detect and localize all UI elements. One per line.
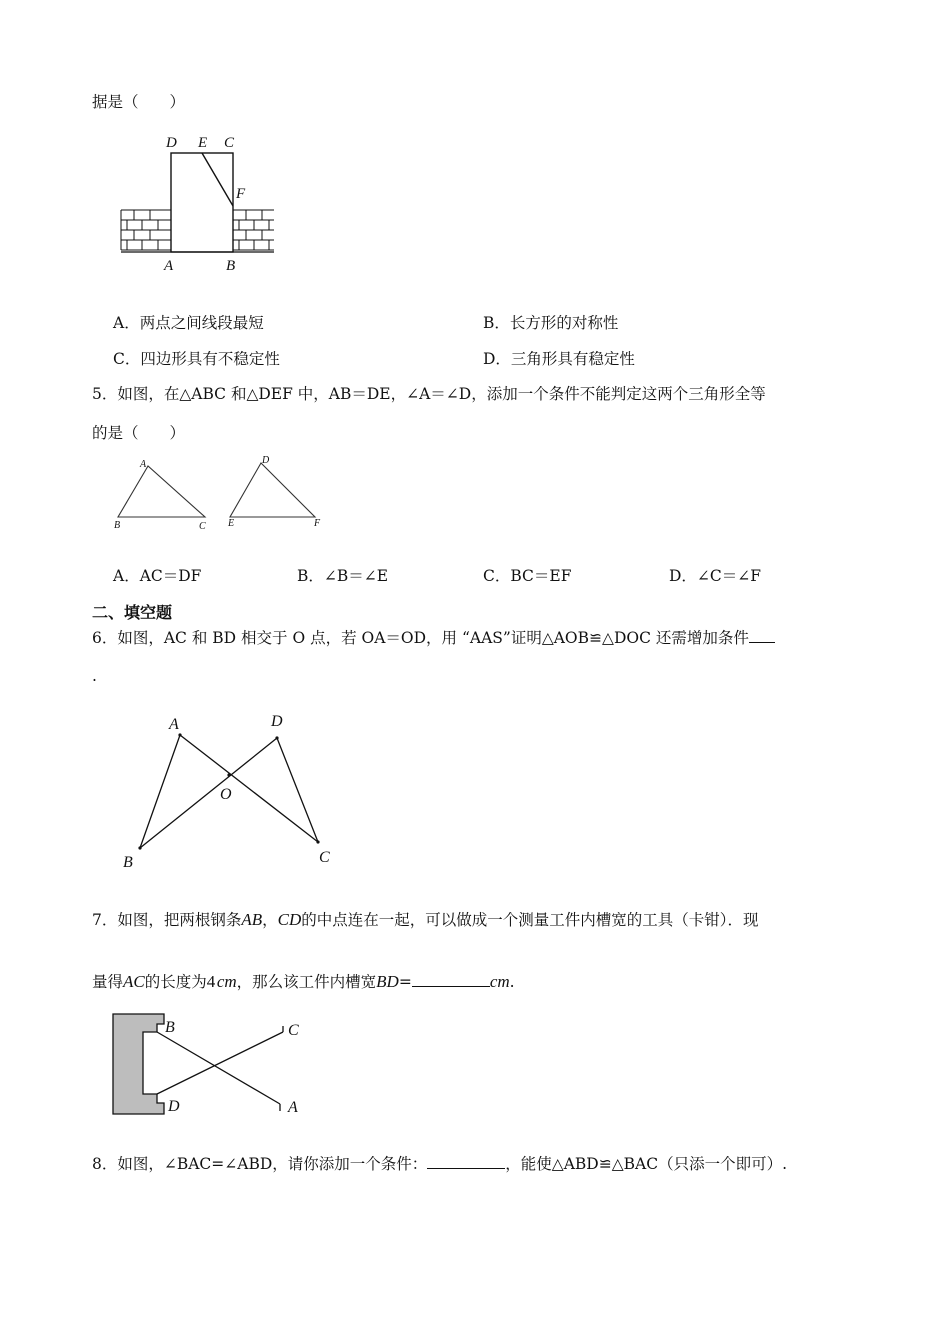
q4-option-d: D．三角形具有稳定性 (483, 350, 635, 368)
q4-option-c: C．四边形具有不稳定性 (113, 350, 280, 368)
q7-workpiece (113, 1014, 164, 1114)
q7-label-D: D (168, 1098, 180, 1115)
q7-stem-line1 (92, 910, 759, 930)
q4-label-C: C (224, 135, 235, 151)
q7-label-B: B (165, 1019, 175, 1036)
q7-math-bd: BD (376, 972, 399, 991)
q8-stem (92, 1154, 787, 1174)
q6-label-C: C (319, 849, 330, 866)
q7-text-7: = (398, 973, 412, 991)
q5-label-F: F (314, 518, 321, 529)
q4-door-frame (171, 153, 233, 252)
section-heading-fill-in: 二、填空题 (92, 603, 173, 622)
q7-figure (105, 1010, 325, 1122)
q4-left-wall (121, 210, 171, 250)
q6-point-A (178, 733, 181, 736)
q6-point-C (316, 840, 319, 843)
q8-text-1: 8．如图，∠BAC=∠ABD，请你添加一个条件： (92, 1155, 428, 1173)
q7-math-cd: CD (277, 910, 302, 929)
q7-text-2: ， (262, 911, 278, 929)
q5-triangle-def (230, 463, 315, 517)
q7-math-cm: cm (216, 972, 237, 991)
q5-option-a: A．AC＝DF (113, 567, 202, 585)
q7-math-ab: AB (241, 910, 263, 929)
q6-stem-text: 6．如图，AC 和 BD 相交于 O 点，若 OA＝OD，用 “AAS”证明△AOB≌△DOC 还需增加条件 (92, 629, 749, 647)
q4-label-D: D (166, 135, 177, 151)
q4-label-E: E (198, 135, 208, 151)
q6-label-B: B (123, 854, 133, 871)
q6-point-O (227, 773, 230, 776)
q7-text-3: 的中点连在一起，可以做成一个测量工件内槽宽的工具（卡钳）．现 (301, 911, 759, 929)
q8-answer-blank[interactable] (427, 1154, 505, 1169)
q8-text-2: ，能使△ABD≌△BAC（只添一个即可）. (505, 1155, 787, 1173)
q5-label-B: B (114, 520, 121, 531)
q5-triangle-abc (118, 466, 205, 517)
q4-label-B: B (226, 258, 236, 274)
q4-figure (112, 128, 292, 278)
q7-text-1: 7．如图，把两根钢条 (92, 911, 242, 929)
q6-stem-line2: . (92, 667, 97, 685)
q5-label-C: C (199, 521, 206, 532)
q6-label-A: A (169, 716, 179, 733)
q7-bar-DC (157, 1032, 283, 1094)
q7-text-5: 的长度为 (144, 973, 207, 991)
q6-point-B (138, 846, 141, 849)
q7-text-8: . (509, 973, 515, 991)
q6-figure (115, 705, 345, 875)
q4-stem-tail: 据是（ ） (92, 93, 186, 111)
q4-label-A: A (164, 258, 174, 274)
q6-point-D (275, 736, 278, 739)
q5-label-D: D (262, 455, 270, 466)
q5-stem-line1: 5．如图，在△ABC 和△DEF 中，AB＝DE，∠A＝∠D，添加一个条件不能判定这两个三角形全等 (92, 385, 766, 403)
q5-label-E: E (228, 518, 235, 529)
q7-answer-blank[interactable] (412, 972, 490, 987)
q6-label-D: D (271, 713, 283, 730)
q7-label-A: A (288, 1099, 298, 1116)
q7-text-6: ，那么该工件内槽宽 (236, 973, 377, 991)
q4-right-wall (233, 210, 274, 250)
q6-stem-line1 (92, 628, 775, 648)
q7-math-4: 4 (206, 972, 216, 991)
q6-segment-DB (140, 738, 277, 848)
q7-math-cm2: cm (489, 972, 510, 991)
q7-text-4: 量得 (92, 973, 124, 991)
q5-label-A: A (140, 459, 147, 470)
q5-option-b: B．∠B＝∠E (297, 567, 389, 585)
q5-stem-line2: 的是（ ） (92, 424, 186, 442)
q6-label-O: O (220, 786, 232, 803)
q5-option-d: D．∠C＝∠F (669, 567, 762, 585)
q4-label-F: F (236, 186, 246, 202)
q7-label-C: C (288, 1022, 299, 1039)
q7-stem-line2 (92, 972, 515, 992)
q4-option-b: B．长方形的对称性 (483, 314, 619, 332)
q6-answer-blank[interactable] (749, 628, 775, 643)
q5-option-c: C．BC＝EF (483, 567, 572, 585)
q6-segment-AB (140, 735, 180, 848)
q4-option-a: A．两点之间线段最短 (113, 314, 264, 332)
q5-figure (110, 450, 340, 540)
q7-math-ac: AC (123, 972, 145, 991)
